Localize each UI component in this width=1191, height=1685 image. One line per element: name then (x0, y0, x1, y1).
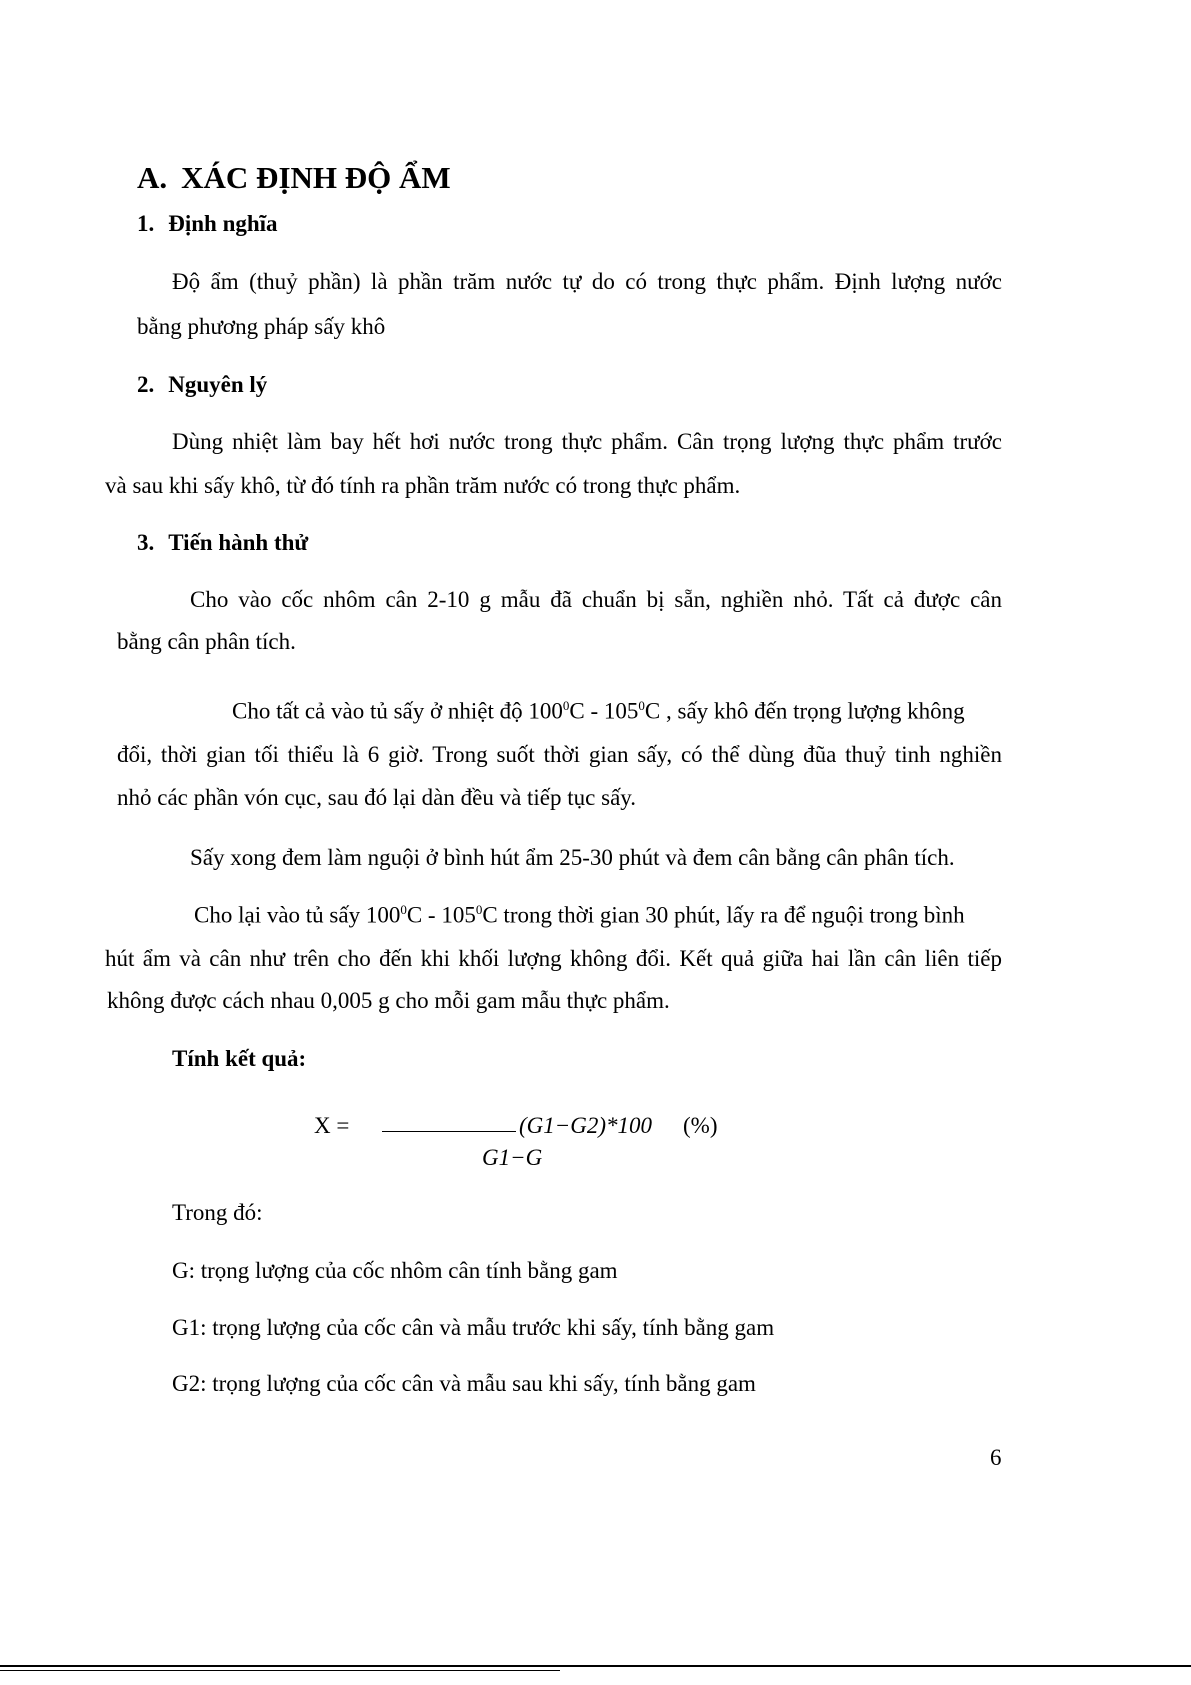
degree-superscript: 0 (475, 902, 483, 917)
definition-line-1: Độ ẩm (thuỷ phần) là phần trăm nước tự do có trong thực phẩm. Định lượng nước (172, 269, 1002, 294)
procedure-p4-line-1 (194, 902, 965, 929)
subsection-number: 1. (137, 211, 155, 236)
legend-item: G1: trọng lượng của cốc cân và mẫu trước khi sấy, tính bằng gam (172, 1315, 775, 1340)
procedure-p3-line-1: Sấy xong đem làm nguội ở bình hút ẩm 25-30 phút và đem cân bằng cân phân tích. (190, 845, 955, 870)
text-run: Cho lại vào tủ sấy 100 (194, 902, 401, 928)
procedure-p2-line-2: đổi, thời gian tối thiểu là 6 giờ. Trong suốt thời gian sấy, có thể dùng đũa thuỷ tinh nghiền (117, 742, 1002, 767)
principle-line-2: và sau khi sấy khô, từ đó tính ra phần trăm nước có trong thực phẩm. (105, 473, 741, 498)
subsection-title-definition (137, 211, 278, 237)
subsection-title-text: Tiến hành thử (168, 530, 309, 555)
formula-unit: (%) (683, 1113, 718, 1138)
subsection-title-text: Định nghĩa (168, 211, 278, 236)
degree-superscript: 0 (562, 698, 570, 713)
legend-item: G: trọng lượng của cốc nhôm cân tính bằng gam (172, 1258, 618, 1283)
procedure-p1-line-1: Cho vào cốc nhôm cân 2-10 g mẫu đã chuẩn bị sẵn, nghiền nhỏ. Tất cả được cân (190, 587, 1002, 612)
subsection-title-principle (137, 372, 267, 398)
legend-item: G2: trọng lượng của cốc cân và mẫu sau khi sấy, tính bằng gam (172, 1371, 756, 1396)
text-run: C - 105 (569, 698, 639, 724)
subsection-number: 3. (137, 530, 155, 555)
page-bottom-rule-thin (0, 1670, 560, 1671)
fraction-bar (382, 1131, 516, 1132)
page-bottom-rule (0, 1665, 1191, 1667)
degree-superscript: 0 (400, 902, 407, 917)
text-run: C trong thời gian 30 phút, lấy ra để nguội trong bình (482, 902, 965, 928)
procedure-p4-line-3: không được cách nhau 0,005 g cho mỗi gam mẫu thực phẩm. (107, 988, 670, 1013)
section-heading (137, 160, 451, 196)
formula-numerator: (G1−G2)*100 (519, 1113, 653, 1138)
procedure-p4-line-2: hút ẩm và cân như trên cho đến khi khối lượng không đổi. Kết quả giữa hai lần cân liên tiếp (105, 946, 1002, 971)
procedure-p2-line-1 (232, 698, 965, 725)
formula-denominator: G1−G (482, 1145, 543, 1170)
degree-superscript: 0 (638, 698, 645, 713)
section-heading-label: A. (137, 160, 168, 195)
formula-lhs: X = (314, 1113, 350, 1138)
section-heading-text: XÁC ĐỊNH ĐỘ ẨM (181, 160, 451, 195)
text-run: Cho tất cả vào tủ sấy ở nhiệt độ 100 (232, 698, 563, 724)
subsection-title-text: Nguyên lý (168, 372, 268, 397)
subsection-number: 2. (137, 372, 155, 397)
procedure-p2-line-3: nhỏ các phần vón cục, sau đó lại dàn đều và tiếp tục sấy. (117, 785, 637, 810)
page-number: 6 (990, 1445, 1002, 1470)
result-title: Tính kết quả: (172, 1046, 307, 1071)
principle-line-1: Dùng nhiệt làm bay hết hơi nước trong thực phẩm. Cân trọng lượng thực phẩm trước (172, 429, 1002, 454)
text-run: C - 105 (406, 902, 476, 928)
subsection-title-procedure (137, 530, 308, 556)
procedure-p1-line-2: bằng cân phân tích. (117, 629, 296, 654)
text-run: C , sấy khô đến trọng lượng không (644, 698, 965, 724)
legend-intro: Trong đó: (172, 1200, 263, 1225)
definition-line-2: bằng phương pháp sấy khô (137, 314, 386, 339)
